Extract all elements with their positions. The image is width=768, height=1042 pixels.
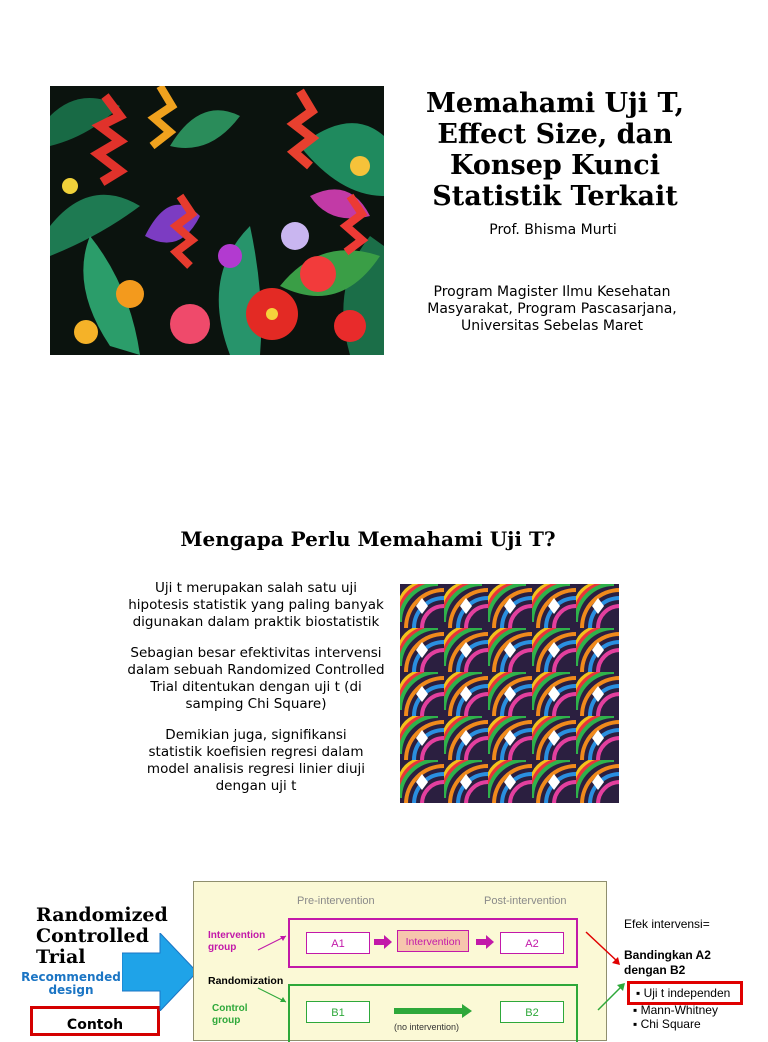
paragraph-line: dengan uji t	[215, 778, 297, 794]
rct-title-line: Trial	[36, 946, 86, 968]
cell-b1: B1	[306, 1001, 370, 1023]
group-label-line: group	[208, 942, 237, 953]
control-row	[288, 984, 578, 1042]
arrow-to-control-icon	[256, 986, 290, 1006]
paragraph	[118, 645, 394, 713]
compare-line: Bandingkan A2	[624, 948, 711, 962]
slide1-title	[392, 88, 718, 212]
arrow-red-down-icon	[584, 930, 624, 970]
paragraph-line: samping Chi Square)	[185, 696, 327, 712]
arrow-green-up-icon	[596, 980, 628, 1012]
cell-a1: A1	[306, 932, 370, 954]
recommended-line: Recommended	[21, 970, 121, 984]
rct-title-line: Randomized	[36, 904, 168, 926]
group-label-line: group	[212, 1015, 241, 1026]
title-line: Effect Size, dan	[437, 119, 673, 150]
arrow-right-icon	[394, 1004, 472, 1018]
paragraph-line: hipotesis statistik yang paling banyak	[128, 597, 384, 613]
compare-line: dengan B2	[624, 963, 686, 977]
test-item-highlighted	[627, 981, 743, 1005]
tropical-flowers-image	[50, 86, 384, 355]
test-label: Chi Square	[640, 1017, 701, 1031]
affiliation-line: Program Magister Ilmu Kesehatan	[433, 284, 671, 300]
test-label: Uji t independen	[643, 986, 731, 1000]
control-group-label	[212, 1003, 248, 1027]
recommended-line: design	[48, 983, 94, 997]
title-line: Statistik Terkait	[432, 181, 678, 212]
group-label-line: Control	[212, 1003, 248, 1014]
paragraph-line: dalam sebuah Randomized Controlled	[127, 662, 385, 678]
pre-intervention-label: Pre-intervention	[297, 895, 375, 907]
paragraph-line: Sebagian besar efektivitas intervensi	[130, 645, 382, 661]
arrow-right-icon	[374, 935, 392, 949]
paragraph-line: digunakan dalam praktik biostatistik	[132, 614, 380, 630]
randomization-label: Randomization	[208, 975, 284, 987]
paragraph	[118, 580, 394, 631]
paragraph-line: Demikian juga, signifikansi	[165, 727, 347, 743]
test-item	[633, 1003, 718, 1017]
slide2-title: Mengapa Perlu Memahami Uji T?	[180, 527, 556, 551]
contoh-box: Contoh	[30, 1006, 160, 1036]
paragraph-line: Uji t merupakan salah satu uji	[154, 580, 358, 596]
post-intervention-label: Post-intervention	[484, 895, 567, 907]
bullet-icon: ▪	[633, 1017, 641, 1031]
rct-design-diagram	[193, 881, 607, 1041]
swirl-pattern-image	[400, 584, 619, 803]
compare-label	[624, 948, 711, 978]
test-item	[633, 1017, 701, 1031]
title-line: Konsep Kunci	[449, 150, 660, 181]
group-label-line: Intervention	[208, 930, 266, 941]
tropical-flowers-illustration-icon	[50, 86, 384, 355]
intervention-row	[288, 918, 578, 968]
bullet-icon: ▪	[636, 986, 644, 1000]
arrow-right-icon	[122, 933, 197, 1011]
cell-b2: B2	[500, 1001, 564, 1023]
affiliation	[398, 284, 706, 335]
intervention-cell: Intervention	[397, 930, 469, 952]
test-label: Mann-Whitney	[640, 1003, 718, 1017]
recommended-design-label	[16, 971, 126, 997]
affiliation-line: Masyarakat, Program Pascasarjana,	[427, 301, 677, 317]
colorful-swirl-pattern-icon	[400, 584, 619, 803]
paragraph-line: Trial ditentukan dengan uji t (di	[150, 679, 362, 695]
affiliation-line: Universitas Sebelas Maret	[460, 318, 644, 334]
title-line: Memahami Uji T,	[426, 88, 684, 119]
arrow-right-icon	[476, 935, 494, 949]
arrow-to-intervention-icon	[256, 932, 290, 952]
rct-title-line: Controlled	[36, 925, 149, 947]
effect-label: Efek intervensi=	[624, 917, 710, 931]
paragraph-line: model analisis regresi linier diuji	[146, 761, 366, 777]
bullet-icon: ▪	[633, 1003, 641, 1017]
paragraph	[118, 727, 394, 795]
no-intervention-label: (no intervention)	[394, 1022, 460, 1032]
cell-a2: A2	[500, 932, 564, 954]
author-name: Prof. Bhisma Murti	[489, 222, 617, 238]
paragraph-line: statistik koefisien regresi dalam	[148, 744, 364, 760]
